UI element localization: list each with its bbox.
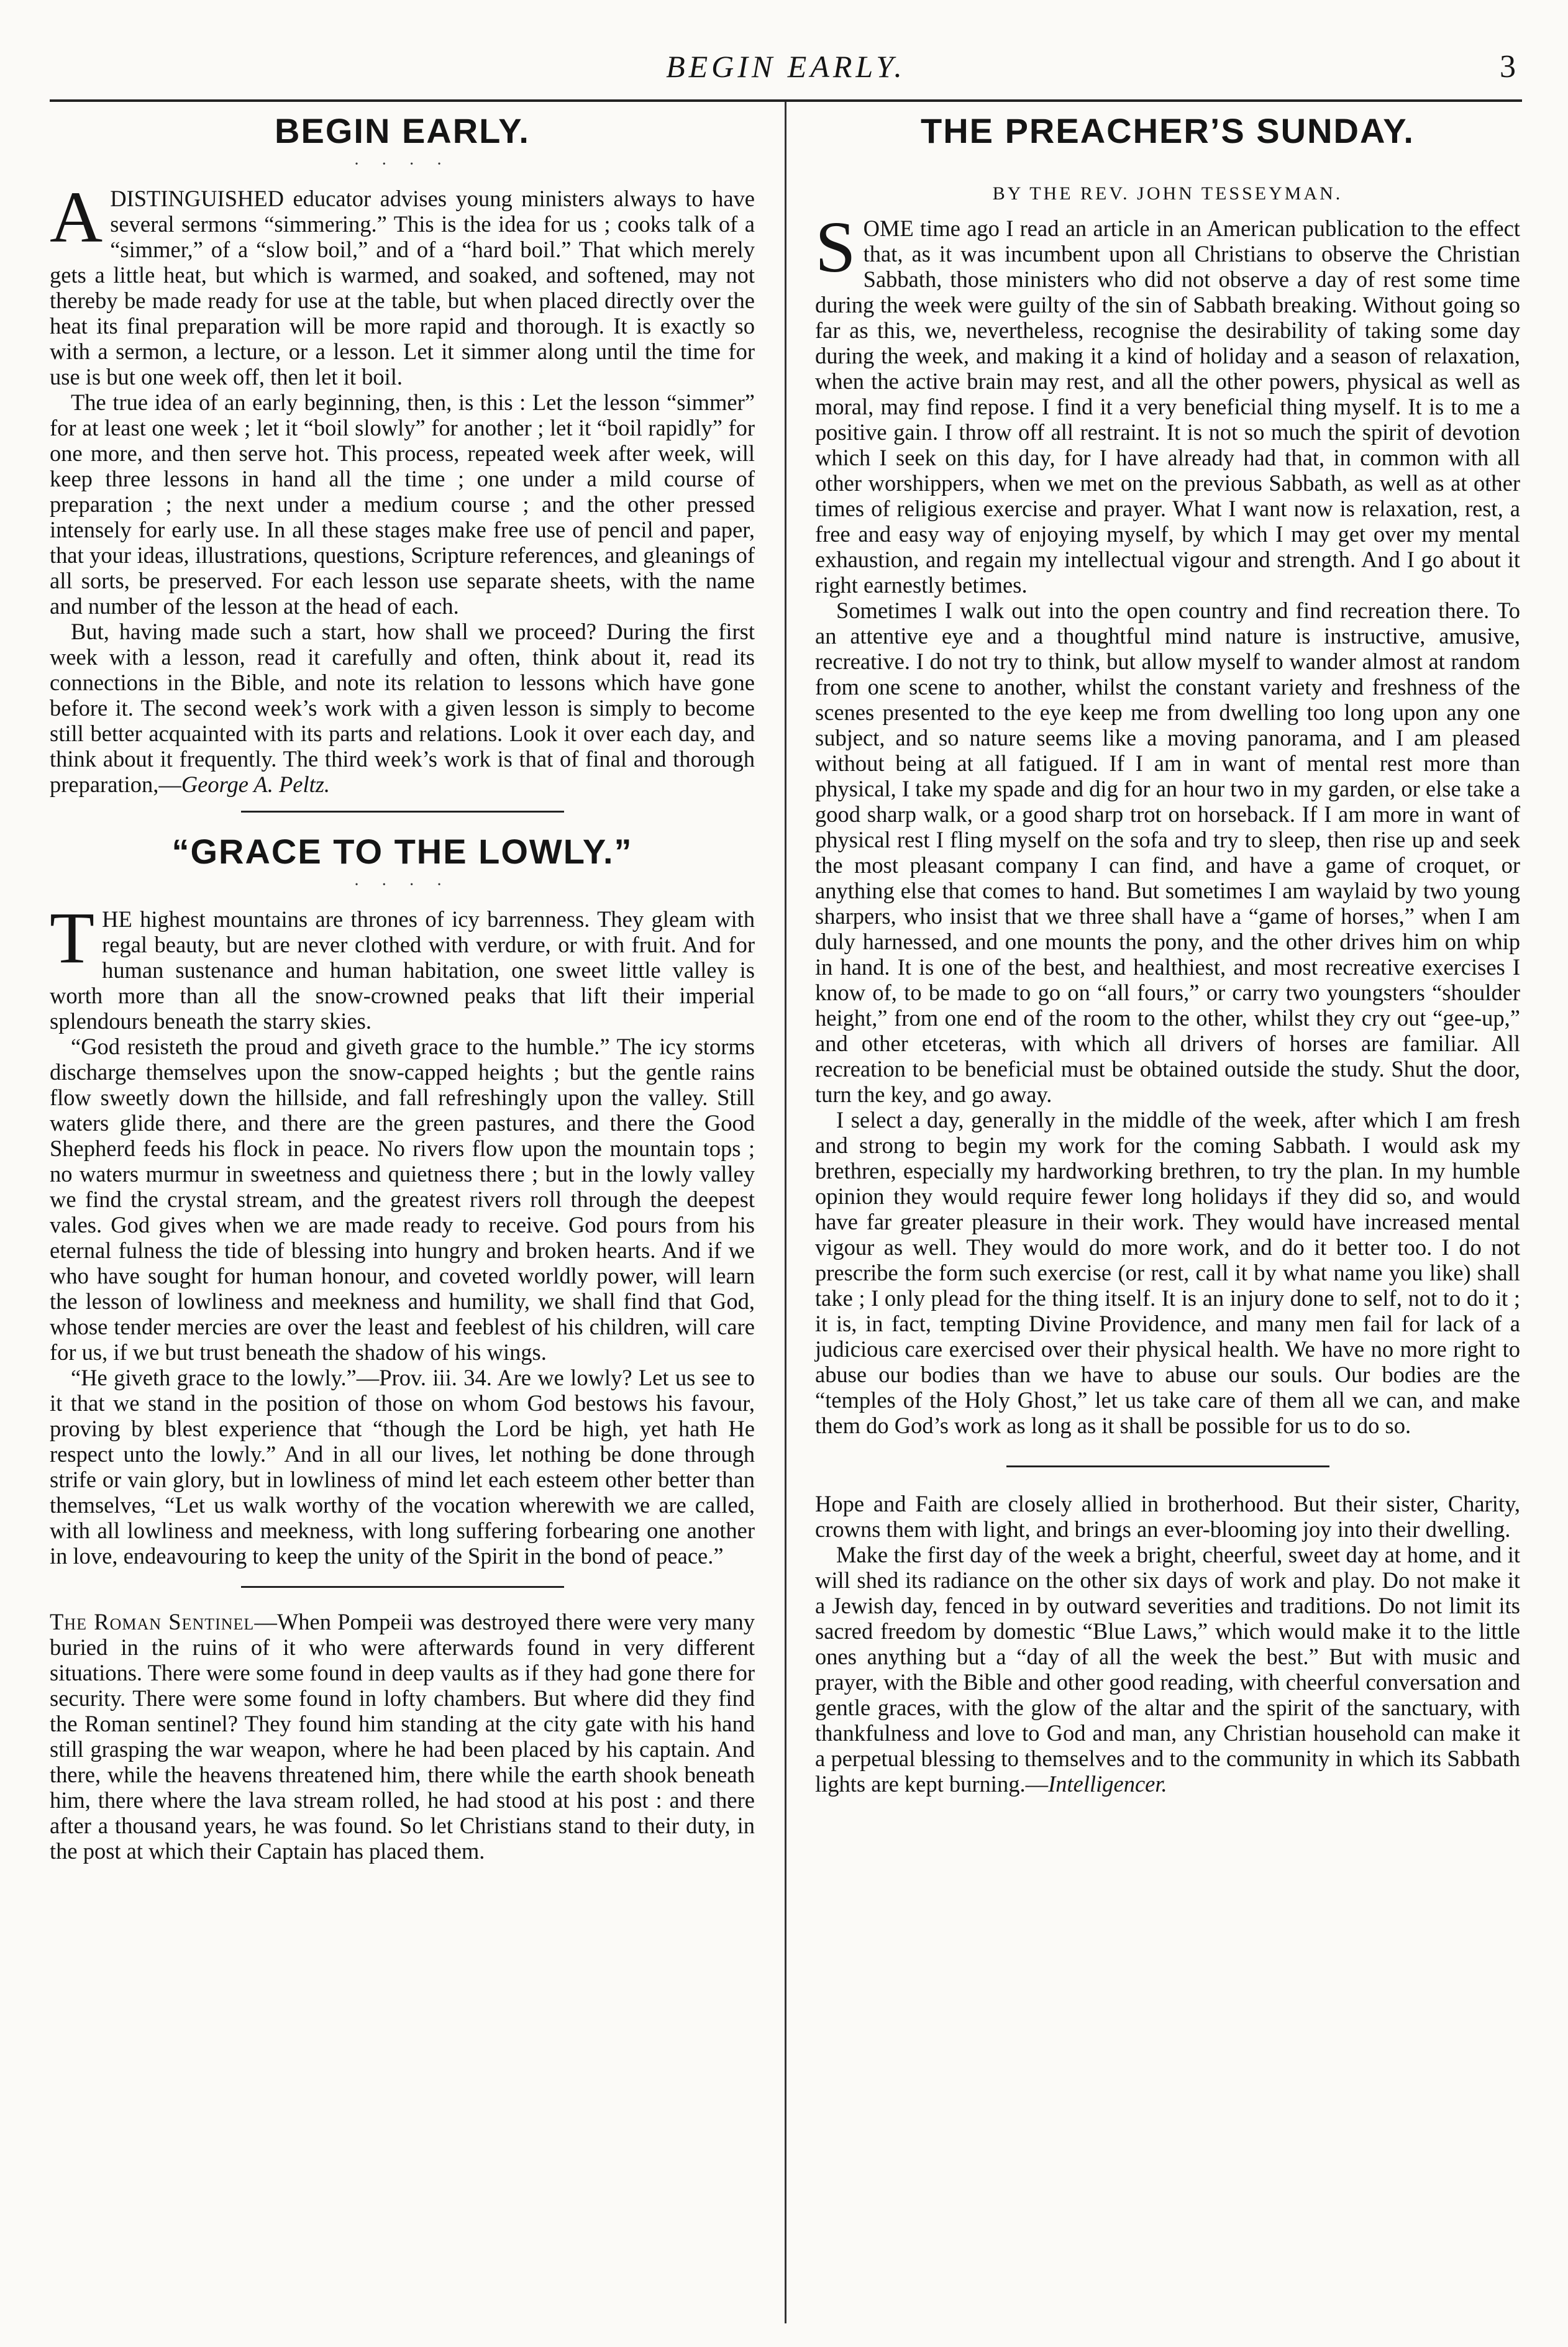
article-begin-early bbox=[50, 111, 755, 797]
article-paragraph: I select a day, generally in the middle of the week, after which I am fresh and strong to begin my work for the coming Sabbath. I would ask my brethren, especially my hardworking brethren, to try the plan. In my humble opinion they would require fewer long holidays if they did so, and would have far greater pleasure in their work. They would have increased mental vigour as well. They would do more work, and do it better too. I do not prescribe the form such exercise (or rest, call it by what name you like) shall take ; I only plead for the thing itself. It is an injury done to self, not to do it ; it is, in fact, tempting Divine Providence, and many men fail for lack of a judicious care exercised over their physical health. We have no more right to abuse our bodies than we have to abuse our souls. Our bodies are the “temples of the Holy Ghost,” let us take care of them all we can, and make them do God’s work as long as it shall be possible for us to do so. bbox=[815, 1107, 1520, 1438]
article-paragraph: THE highest mountains are thrones of icy barrenness. They gleam with regal beauty, but are never clothed with verdure, or with fruit. And for human sustenance and human habitation, one sweet little valley is worth more than all the snow-crowned peaks that lift their imperial splendours beneath the starry skies. bbox=[50, 897, 755, 1034]
article-paragraph: SOME time ago I read an article in an American publication to the effect that, as it was incumbent upon all Christians to observe the Christian Sabbath, those ministers who did not observe a day of rest some time during the week were guilty of the sin of Sabbath breaking. Without going so far as this, we, nevertheless, recognise the desirability of taking some day during the week, and making it a kind of holiday and a season of relaxation, when the active brain may rest, and all the other powers, physical as well as moral, may find repose. I find it a very beneficial thing myself. It is to me a positive gain. I throw off all restraint. It is not so much the spirit of devotion which I seek on this day, for I have already had that, in common with all other worshippers, when we met on the previous Sabbath, as well as at other times of religious exercise and prayer. What I want now is relaxation, rest, a free and easy way of enjoying myself, by which I may get over my mental exhaustion, and regain my intellectual vigour and strength. And I go about it right earnestly betimes. bbox=[815, 206, 1520, 598]
article-title: BEGIN EARLY. bbox=[275, 111, 530, 150]
drop-cap: S bbox=[815, 206, 856, 288]
running-head: BEGIN EARLY. bbox=[666, 49, 906, 84]
article-title: “GRACE TO THE LOWLY.” bbox=[171, 832, 633, 871]
article-paragraph: But, having made such a start, how shall we proceed? During the first week with a lesson, read it carefully and often, think about it, read its connections in the Bible, and note its relation to lessons which have gone before it. The second week’s work with a given lesson is simply to become still better acquainted with its parts and relations. Look it over each day, and think about it frequently. The third week’s work is that of final and thorough preparation,—George A. Peltz. bbox=[50, 619, 755, 797]
article-hope-and-faith bbox=[815, 1491, 1520, 1797]
newspaper-page bbox=[50, 37, 1522, 2323]
article-paragraph: Hope and Faith are closely allied in brotherhood. But their sister, Charity, crowns them with light, and brings an ever-blooming joy into their dwelling. bbox=[815, 1491, 1520, 1542]
section-rule bbox=[1006, 1465, 1329, 1467]
byline: BY THE REV. JOHN TESSEYMAN. bbox=[992, 183, 1343, 204]
drop-cap: A bbox=[50, 176, 103, 258]
article-paragraph: The Roman Sentinel—When Pompeii was destroyed there were very many buried in the ruins of it who were afterwards found in very different situations. There were some found in deep vaults as if they had gone there for security. There were some found in lofty chambers. But where did they find the Roman sentinel? They found him standing at the city gate with his hand still grasping the war weapon, where he had been placed by his captain. And there, while the heavens threatened him, there while the earth shook beneath him, there where the lava stream rolled, he had stood at his post : and there after a thousand years, he was found. So let Christians stand to their duty, in the post at which their Captain has placed them. bbox=[50, 1609, 755, 1864]
article-paragraph: “God resisteth the proud and giveth grace to the humble.” The icy storms discharge themselves upon the snow-capped heights ; but the gentle rains flow sweetly down the hillside, and fall refreshingly upon the valley. Still waters glide there, and there are the green pastures, and there the Good Shepherd feeds his flock in peace. No rivers flow upon the mountain tops ; no waters murmur in sweetness and quietness there ; but in the lowly valley we find the crystal stream, and the greatest rivers roll through the deepest vales. God gives when we are made ready to receive. God pours from his eternal fulness the tide of blessing into hungry and broken hearts. And if we who have sought for human honour, and coveted worldly power, will learn the lesson of lowliness and meekness and humility, we shall find that God, whose tender mercies are over the least and feeblest of his children, will care for us, if we but trust beneath the shadow of his wings. bbox=[50, 1034, 755, 1365]
column-divider bbox=[785, 102, 786, 2323]
lead-in: The Roman Sentinel bbox=[50, 1609, 255, 1634]
article-paragraph: ADISTINGUISHED educator advises young ministers always to have several sermons “simmering.” This is the idea for us ; cooks talk of a “simmer,” of a “slow boil,” and of a “hard boil.” That which merely gets a little heat, but which is warmed, and soaked, and softened, may not thereby be made ready for use at the table, but when placed directly over the heat its final preparation will be more rapid and thorough. It is exactly so with a sermon, a lecture, or a lesson. Let it simmer along until the time for use is but one week off, then let it boil. bbox=[50, 176, 755, 390]
ornament-divider: · · · · bbox=[353, 155, 451, 174]
right-column bbox=[815, 111, 1520, 1797]
article-paragraph: Make the first day of the week a bright, cheerful, sweet day at home, and it will shed its radiance on the other six days of work and play. Do not make it a Jewish day, fenced in by outward severities and traditions. Do not limit its sacred freedom by domestic “Blue Laws,” which would make it to the little ones anything but a “day of all the week the best.” But with music and prayer, with the Bible and other good reading, with cheerful conversation and gentle graces, with the glow of the altar and the spirit of the sanctuary, with thankfulness and love to God and man, any Christian household can make it a perpetual blessing to themselves and to the community in which its Sabbath lights are kept burning.—Intelligencer. bbox=[815, 1542, 1520, 1797]
section-rule bbox=[241, 811, 564, 813]
article-paragraph: “He giveth grace to the lowly.”—Prov. iii. 34. Are we lowly? Let us see to it that we stand in the position of those on whom God bestows his favour, proving by blest experience that “though the Lord be high, yet hath He respect unto the lowly.” And in all our lives, let nothing be done through strife or vain glory, but in lowliness of mind let each esteem other better than themselves, “Let us walk worthy of the vocation wherewith we are called, with all lowliness and meekness, with long suffering forbearing one another in love, endeavouring to keep the unity of the Spirit in the bond of peace.” bbox=[50, 1365, 755, 1569]
left-column bbox=[50, 111, 755, 1864]
section-rule bbox=[241, 1586, 564, 1588]
source-credit: Intelligencer. bbox=[1048, 1771, 1167, 1797]
article-grace-to-the-lowly bbox=[50, 831, 755, 1569]
article-title: THE PREACHER’S SUNDAY. bbox=[921, 111, 1415, 150]
author-credit: George A. Peltz. bbox=[181, 772, 330, 797]
drop-cap: T bbox=[50, 897, 95, 978]
ornament-divider: · · · · bbox=[353, 875, 451, 895]
article-paragraph: The true idea of an early beginning, then, is this : Let the lesson “simmer” for at least one week ; let it “boil slowly” for another ; let it “boil rapidly” for one more, and then serve hot. This process, repeated week after week, will keep three lessons in hand all the time ; one under a mild course of preparation ; the next under a medium course ; and the other pressed intensely for early use. In all these stages make free use of pencil and paper, that your ideas, illustrations, questions, Scripture references, and gleanings of all sorts, be preserved. For each lesson use separate sheets, with the name and number of the lesson at the head of each. bbox=[50, 390, 755, 619]
page-number: 3 bbox=[1500, 49, 1516, 84]
article-roman-sentinel bbox=[50, 1609, 755, 1864]
article-preachers-sunday bbox=[815, 111, 1520, 1438]
article-paragraph: Sometimes I walk out into the open country and find recreation there. To an attentive eye and a thoughtful mind nature is instructive, amusive, recreative. I do not try to think, but allow myself to wander almost at random from one scene to another, whilst the constant variety and freshness of the scenes presented to the eye keep me from dwelling too long upon any one subject, and so nature seems like a moving panorama, and I am pleased without being at all fatigued. If I am in want of mental rest more than physical, I take my spade and dig for an hour two in my garden, or else take a good sharp walk, or a good sharp trot on horseback. If I am more in want of physical rest I fling myself on the sofa and try to sleep, then rise up and seek the most pleasant company I can find, and have a game of croquet, or anything else that comes to hand. But sometimes I am waylaid by two young sharpers, who insist that we three shall have a “game of horses,” when I am duly harnessed, and one mounts the pony, and the other drives him on whip in hand. It is one of the best, and healthiest, and most recreative exercises I know of, to be made to go on “all fours,” or carry two youngsters “shoulder height,” from one end of the room to the other, whilst they cry out “gee-up,” and other etceteras, with which all drivers of horses are familiar. All recreation to be beneficial must be obtained outside the study. Shut the door, turn the key, and go away. bbox=[815, 598, 1520, 1107]
